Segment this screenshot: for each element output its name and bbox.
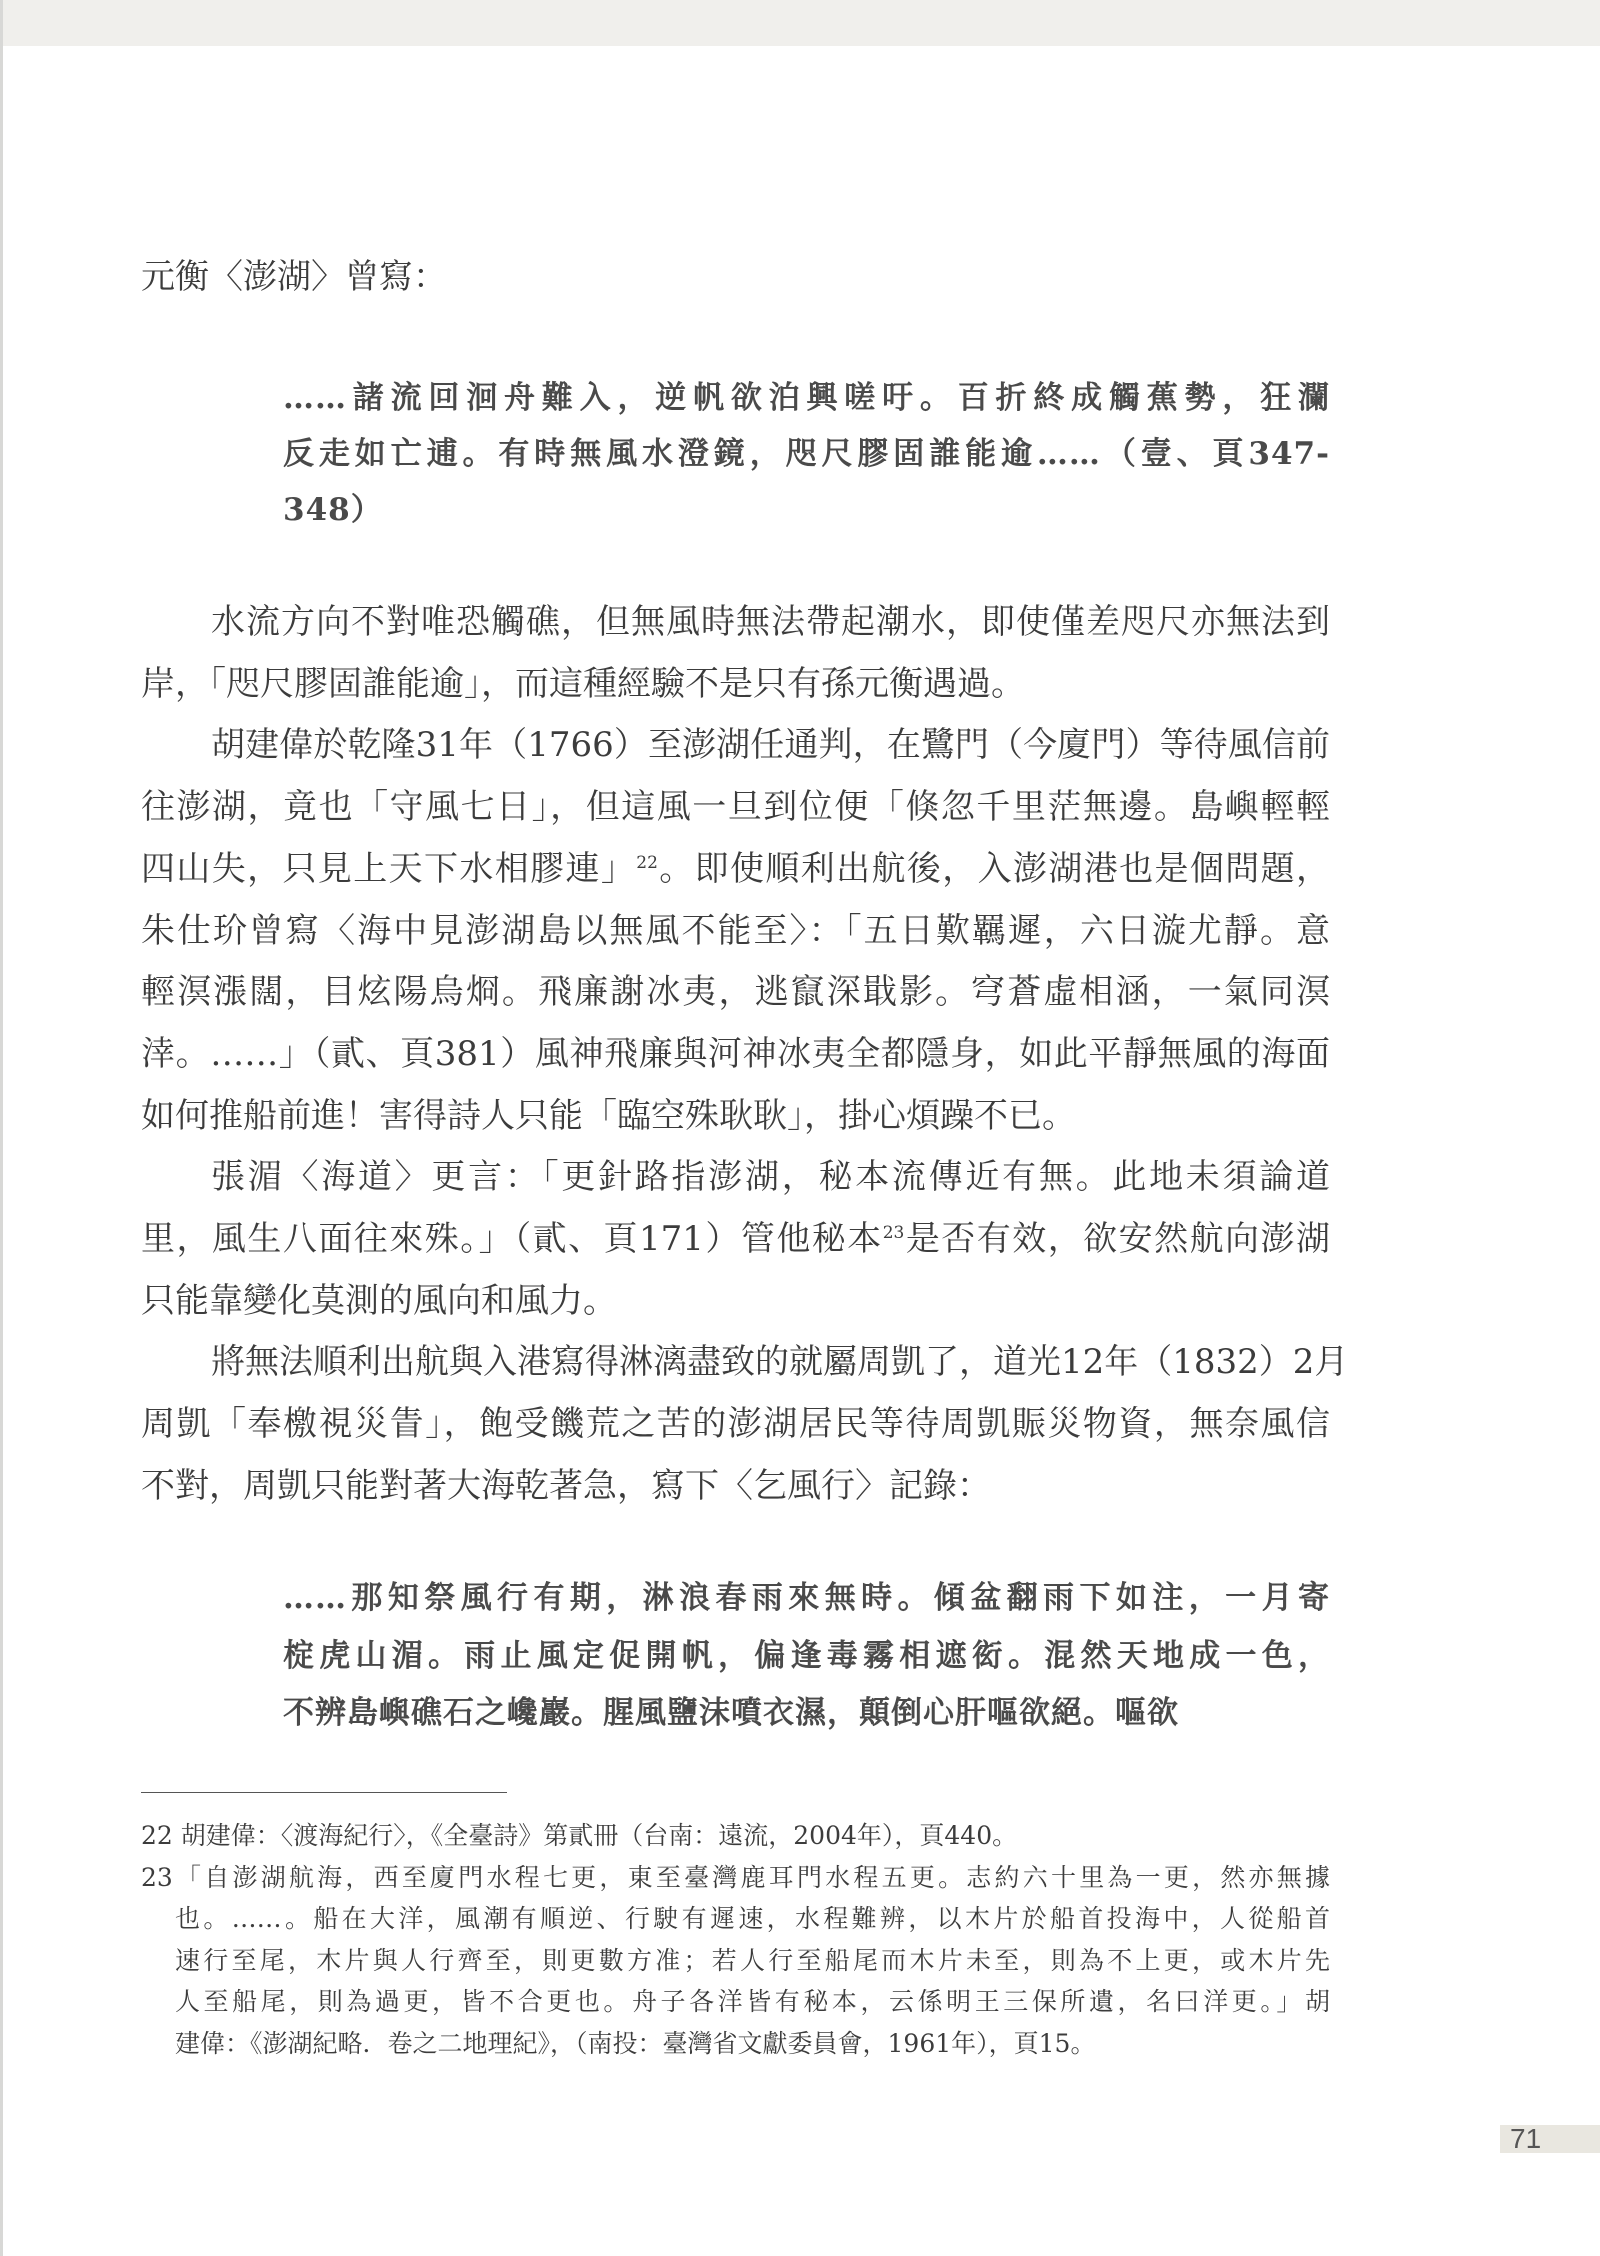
line-text: 22 胡建偉：〈渡海紀行〉，《全臺詩》第貳冊（台南：遠流，2004年），頁440。	[141, 1821, 1018, 1850]
body-line	[141, 911, 1330, 951]
line-text: 輕溟漲闊，目炫陽烏烱。飛廉謝冰夷，逃竄深戢影。穹蒼虛相涵，一氣同溟	[141, 972, 1330, 1013]
footnote-line	[175, 1903, 1330, 1935]
line-text: 水流方向不對唯恐觸礁，但無風時無法帶起潮水，即使僅差咫尺亦無法到	[211, 602, 1330, 642]
body-line	[141, 664, 1330, 704]
line-text: 速行至尾，木片與人行齊至，則更數方准；若人行至船尾而木片未至，則為不上更，或木片先	[175, 1945, 1330, 1975]
quote-line	[283, 434, 1330, 474]
line-text: 岸，「咫尺膠固誰能逾」，而這種經驗不是只有孫元衡遇過。	[141, 663, 1025, 704]
quote-line	[283, 378, 1330, 418]
scan-top-strip	[0, 0, 1600, 46]
line-text: 也。……。船在大洋，風潮有順逆、行駛有遲速，水程難辨，以木片於船首投海中，人從船首	[175, 1904, 1330, 1933]
body-line	[141, 1466, 1330, 1506]
line-text: 周凱「奉檄視災眚」，飽受饑荒之苦的澎湖居民等待周凱賑災物資，無奈風信	[141, 1404, 1330, 1445]
quote-line	[283, 490, 1330, 530]
line-text: 四山失，只見上天下水相膠連」	[141, 848, 637, 889]
footnote-ref[interactable]: 23	[882, 1223, 905, 1243]
line-text: ……諸流回洄舟難入，逆帆欲泊興嗟吁。百折終成觸蕉勢，狂瀾	[283, 380, 1330, 416]
body-line	[141, 1404, 1330, 1444]
line-text: 。即使順利出航後，入澎湖港也是個問題，	[657, 848, 1331, 889]
body-line	[141, 1219, 1330, 1259]
line-text: ……那知祭風行有期，淋浪春雨來無時。傾盆翻雨下如注，一月寄	[283, 1580, 1330, 1616]
line-text: 胡建偉於乾隆31年（1766）至澎湖任通判，在鷺門（今廈門）等待風信前	[211, 725, 1330, 766]
quote-line	[283, 1636, 1330, 1676]
line-text: 是否有效，欲安然航向澎湖	[904, 1219, 1330, 1259]
line-text: 如何推船前進！害得詩人只能「臨空殊耿耿」，掛心煩躁不已。	[141, 1095, 1076, 1136]
body-line	[141, 1281, 1330, 1321]
body-line	[211, 725, 1330, 765]
body-line	[141, 849, 1330, 889]
footnote-ref[interactable]: 22	[636, 852, 658, 873]
body-line	[141, 787, 1330, 827]
line-text: 將無法順利出航與入港寫得淋漓盡致的就屬周凱了，道光12年（1832）2月	[211, 1342, 1349, 1383]
footnote-line	[141, 1820, 1330, 1852]
page-number: 71	[1500, 2125, 1600, 2153]
line-text: 反走如亡逋。有時無風水澄鏡，咫尺膠固誰能逾……（壹、頁347-	[283, 436, 1330, 472]
line-text: 椗虎山湄。雨止風定促開帆，偏逢毒霧相遮衒。混然天地成一色，	[283, 1637, 1330, 1674]
line-text: 往澎湖，竟也「守風七日」，但這風一旦到位便「倏忽千里茫無邊。島嶼輕輕	[141, 787, 1330, 828]
footnote-line	[141, 1862, 1330, 1894]
line-text: 涬。……」（貳、頁381）風神飛廉與河神冰夷全都隱身，如此平靜無風的海面	[141, 1033, 1330, 1074]
footnote-line	[175, 1945, 1330, 1977]
line-text: 里，風生八面往來殊。」（貳、頁171）管他秘本	[141, 1219, 883, 1259]
line-text: 23「自澎湖航海，西至廈門水程七更，東至臺灣鹿耳門水程五更。志約六十里為一更，然亦無據	[141, 1862, 1330, 1892]
line-text: 朱仕玠曾寫〈海中見澎湖島以無風不能至〉：「五日歎羈遲，六日漩尤靜。意	[141, 910, 1330, 951]
body-line	[211, 1342, 1349, 1383]
quote-line	[283, 1693, 1330, 1733]
body-line	[141, 1096, 1330, 1136]
footnote-line	[175, 1986, 1330, 2018]
line-text: 348）	[283, 492, 383, 528]
footnote-line	[175, 2028, 1330, 2060]
footnote-divider	[141, 1792, 507, 1793]
line-text: 人至船尾，則為過更，皆不合更也。舟子各洋皆有秘本，云係明王三保所遺，名曰洋更。」胡	[175, 1987, 1330, 2016]
line-text: 只能靠變化莫測的風向和風力。	[141, 1280, 617, 1321]
line-text: 建偉：《澎湖紀略．卷之二地理紀》，（南投：臺灣省文獻委員會，1961年），頁15。	[175, 2028, 1096, 2058]
body-line	[211, 1157, 1330, 1197]
body-line	[141, 1034, 1330, 1074]
line-text: 不對，周凱只能對著大海乾著急，寫下〈乞風行〉記錄：	[141, 1465, 991, 1506]
quote-line	[283, 1578, 1330, 1618]
line-text: 張湄〈海道〉更言：「更針路指澎湖，秘本流傳近有無。此地未須論道	[211, 1157, 1330, 1198]
intro-line: 元衡〈澎湖〉曾寫：	[141, 257, 447, 297]
scan-left-edge	[0, 0, 3, 2256]
body-line	[141, 972, 1330, 1012]
body-line	[211, 602, 1330, 642]
line-text: 不辨島嶼礁石之巉巖。腥風鹽沫噴衣濕，顛倒心肝嘔欲絕。嘔欲	[283, 1695, 1179, 1731]
